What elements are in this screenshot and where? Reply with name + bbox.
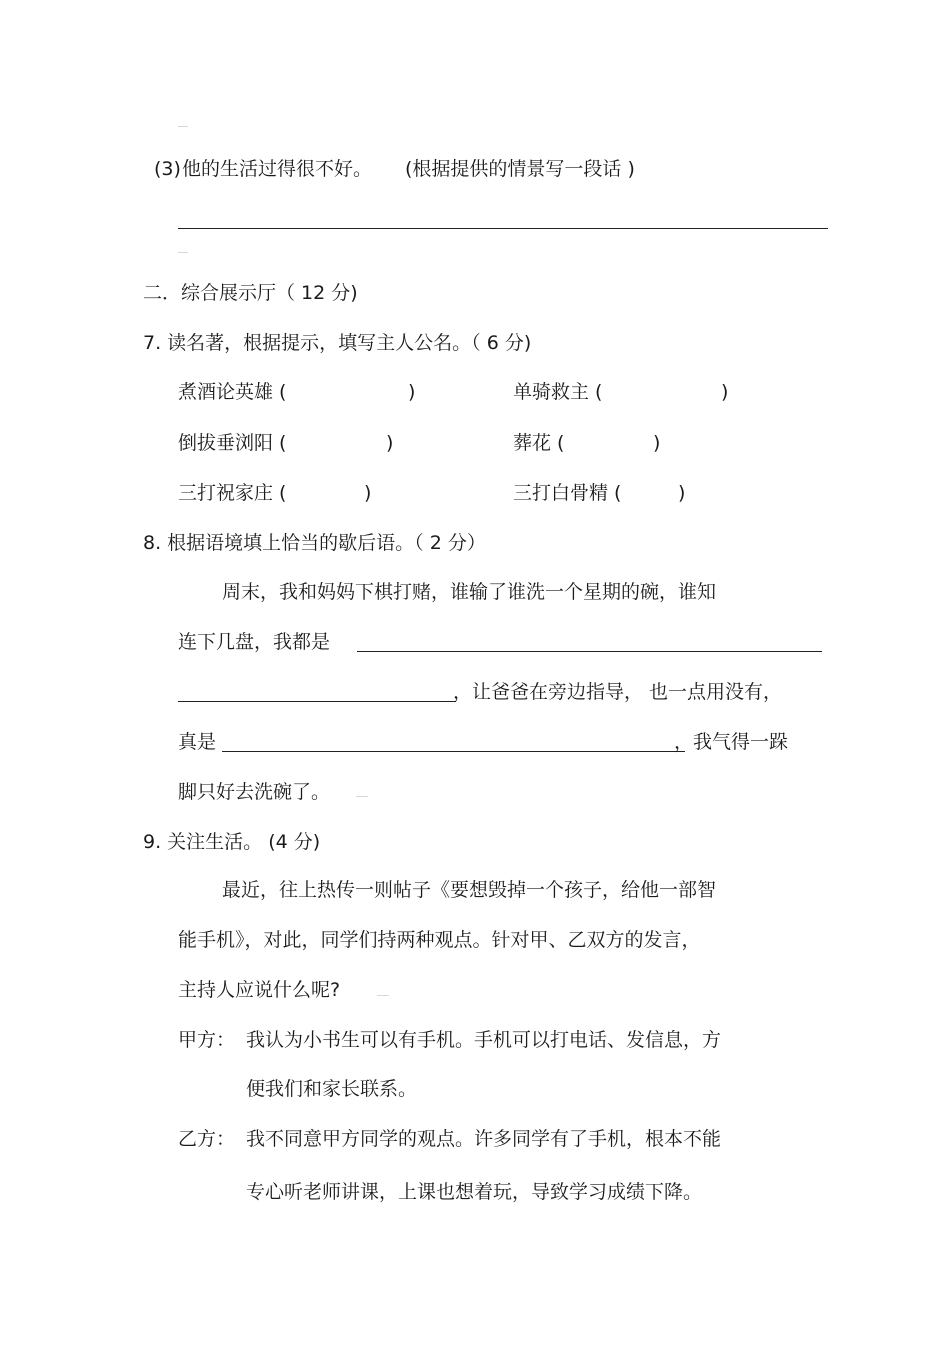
q8-line4-end: ，我气得一跺 xyxy=(674,731,789,753)
q6-answer-line[interactable] xyxy=(178,228,828,229)
q7-item1-right-close: ) xyxy=(721,381,729,403)
q7-item2-right: 葬花 ( xyxy=(513,432,565,454)
q6-item3-label: (3) xyxy=(154,158,181,180)
q9-side-b-line1: 我不同意甲方同学的观点。许多同学有了手机，根本不能 xyxy=(246,1128,722,1150)
q9-side-b-label: 乙方： xyxy=(178,1128,236,1150)
scan-artifact xyxy=(178,252,188,253)
scan-artifact xyxy=(377,995,389,996)
q7-item3-left: 三打祝家庄 ( xyxy=(178,482,287,504)
q8-title: 8. 根据语境填上恰当的歇后语。（ 2 分） xyxy=(143,532,486,554)
q9-side-b-line2: 专心听老师讲课，上课也想着玩，导致学习成绩下降。 xyxy=(246,1181,703,1203)
q7-item2-left-close: ) xyxy=(386,432,394,454)
scan-artifact xyxy=(178,126,188,127)
q8-line4-start: 真是 xyxy=(178,731,217,753)
q8-blank1-b[interactable] xyxy=(178,701,456,702)
q9-intro-line3: 主持人应说什么呢? xyxy=(178,979,341,1001)
q9-side-a-line2: 便我们和家长联系。 xyxy=(246,1078,418,1100)
q6-item3-text: 他的生活过得很不好。 xyxy=(182,158,373,180)
q9-title: 9. 关注生活。 (4 分) xyxy=(143,831,321,853)
q7-title: 7. 读名著，根据提示，填写主人公名。（ 6 分) xyxy=(143,332,532,354)
q7-item3-right: 三打白骨精 ( xyxy=(513,482,622,504)
q8-line2: 连下几盘，我都是 xyxy=(178,631,331,653)
q8-line5: 脚只好去洗碗了。 xyxy=(178,781,331,803)
q8-line1: 周末，我和妈妈下棋打赌，谁输了谁洗一个星期的碗，谁知 xyxy=(222,581,717,603)
q9-intro-line2: 能手机》，对此，同学们持两种观点。针对甲、乙双方的发言， xyxy=(178,929,701,951)
q7-item3-right-close: ) xyxy=(678,482,686,504)
q9-side-a-line1: 我认为小书生可以有手机。手机可以打电话、发信息，方 xyxy=(246,1029,722,1051)
q7-item2-right-close: ) xyxy=(653,432,661,454)
q7-item2-left: 倒拔垂浏阳 ( xyxy=(178,432,287,454)
q7-item1-left-close: ) xyxy=(408,381,416,403)
q7-item3-left-close: ) xyxy=(364,482,372,504)
q9-intro-line1: 最近，往上热传一则帖子《要想毁掉一个孩子，给他一部智 xyxy=(222,879,717,901)
section2-title: 二．综合展示厅（ 12 分) xyxy=(143,282,358,304)
q7-item1-left: 煮酒论英雄 ( xyxy=(178,381,287,403)
scan-artifact xyxy=(356,796,368,797)
q7-item1-right: 单骑救主 ( xyxy=(513,381,603,403)
q8-line3-end: ，让爸爸在旁边指导， 也一点用没有， xyxy=(453,681,783,703)
q8-blank1-a[interactable] xyxy=(357,651,822,652)
q9-side-a-label: 甲方： xyxy=(178,1029,236,1051)
q8-blank2[interactable] xyxy=(222,751,685,752)
q6-item3-hint: (根据提供的情景写一段话 ) xyxy=(405,158,635,180)
